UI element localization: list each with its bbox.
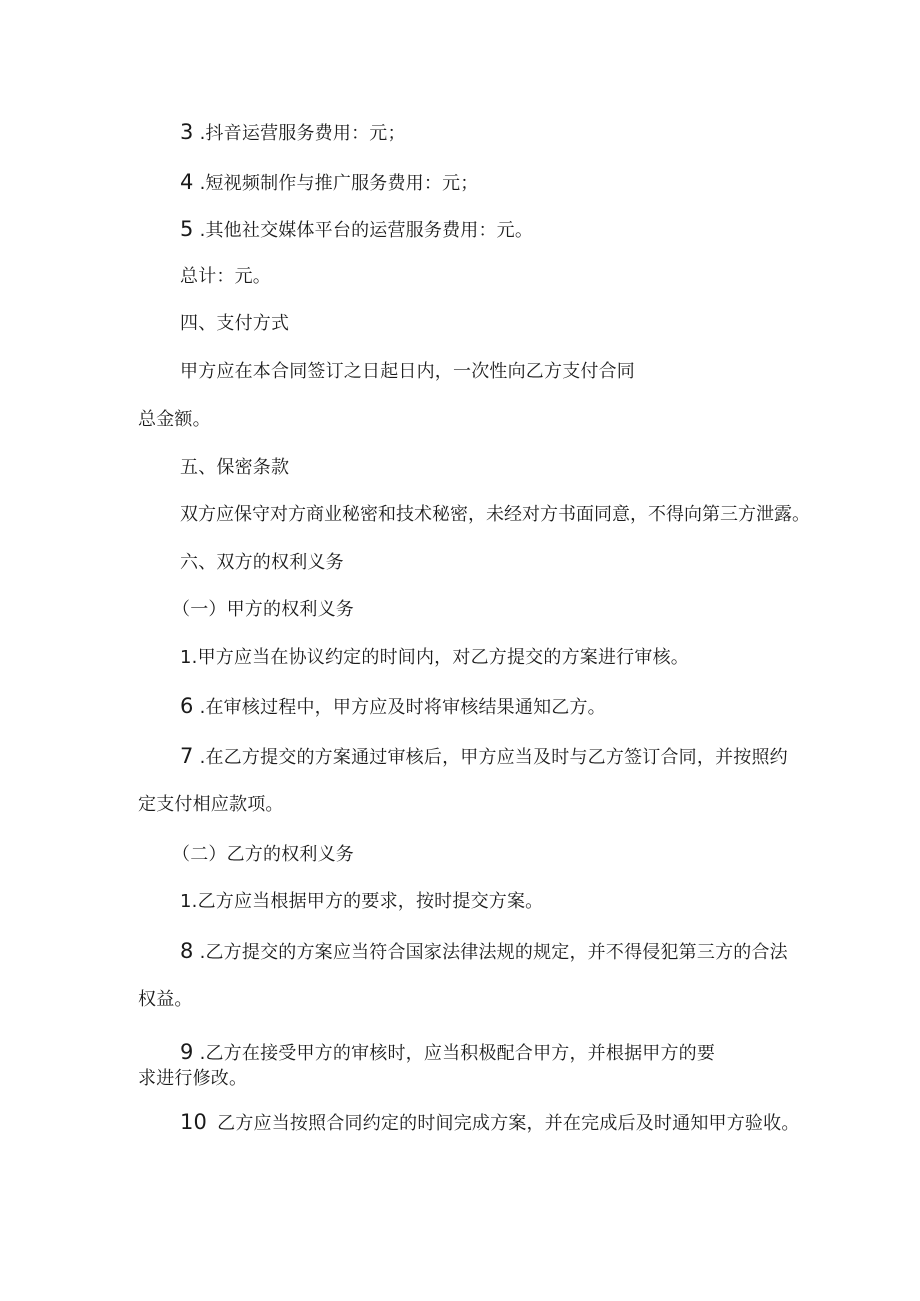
- section-6-title: 六、双方的权利义务: [180, 552, 344, 573]
- item-text: .在审核过程中，甲方应及时将审核结果通知乙方。: [199, 697, 606, 718]
- item-5: [180, 217, 533, 243]
- item-number: 3: [180, 120, 194, 144]
- item-number: 10: [180, 1110, 208, 1134]
- item-4: [180, 170, 478, 196]
- section-4-paragraph-cont: 总金额。: [138, 409, 211, 430]
- item-number: 5: [180, 217, 194, 241]
- section-5-paragraph: 双方应保守对方商业秘密和技术秘密，未经对方书面同意，不得向第三方泄露。: [180, 504, 810, 525]
- item-b10: [180, 1110, 800, 1136]
- item-number: 7: [180, 744, 194, 768]
- item-number: 6: [180, 694, 194, 718]
- item-text: .乙方在接受甲方的审核时，应当积极配合甲方，并根据甲方的要: [199, 1043, 716, 1064]
- section-4-title: 四、支付方式: [180, 313, 290, 334]
- item-text: .其他社交媒体平台的运营服务费用：元。: [199, 220, 534, 241]
- item-b8-cont: 权益。: [138, 989, 193, 1010]
- total-line: 总计：元。: [180, 266, 271, 287]
- item-b9: [180, 1040, 715, 1066]
- item-b8: [180, 939, 788, 965]
- item-number: 9: [180, 1040, 194, 1064]
- item-number: 4: [180, 170, 194, 194]
- section-5-title: 五、保密条款: [180, 457, 290, 478]
- item-3: [180, 120, 406, 146]
- item-a7: [180, 744, 788, 770]
- subsection-2-title: （二）乙方的权利义务: [172, 844, 354, 865]
- subsection-1-title: （一）甲方的权利义务: [172, 599, 354, 620]
- item-a1: 1.甲方应当在协议约定的时间内，对乙方提交的方案进行审核。: [180, 647, 689, 668]
- item-text: .乙方提交的方案应当符合国家法律法规的规定，并不得侵犯第三方的合法: [199, 942, 788, 963]
- item-a6: [180, 694, 606, 720]
- item-text: 乙方应当按照合同约定的时间完成方案，并在完成后及时通知甲方验收。: [217, 1113, 800, 1134]
- item-text: .在乙方提交的方案通过审核后，甲方应当及时与乙方签订合同，并按照约: [199, 747, 788, 768]
- item-a7-cont: 定支付相应款项。: [138, 794, 284, 815]
- section-4-paragraph: 甲方应在本合同签订之日起日内，一次性向乙方支付合同: [180, 361, 635, 382]
- item-b1: 1.乙方应当根据甲方的要求，按时提交方案。: [180, 891, 544, 912]
- item-text: .抖音运营服务费用：元；: [199, 123, 406, 144]
- item-number: 8: [180, 939, 194, 963]
- item-b9-cont: 求进行修改。: [138, 1068, 248, 1089]
- item-text: .短视频制作与推广服务费用：元；: [199, 173, 479, 194]
